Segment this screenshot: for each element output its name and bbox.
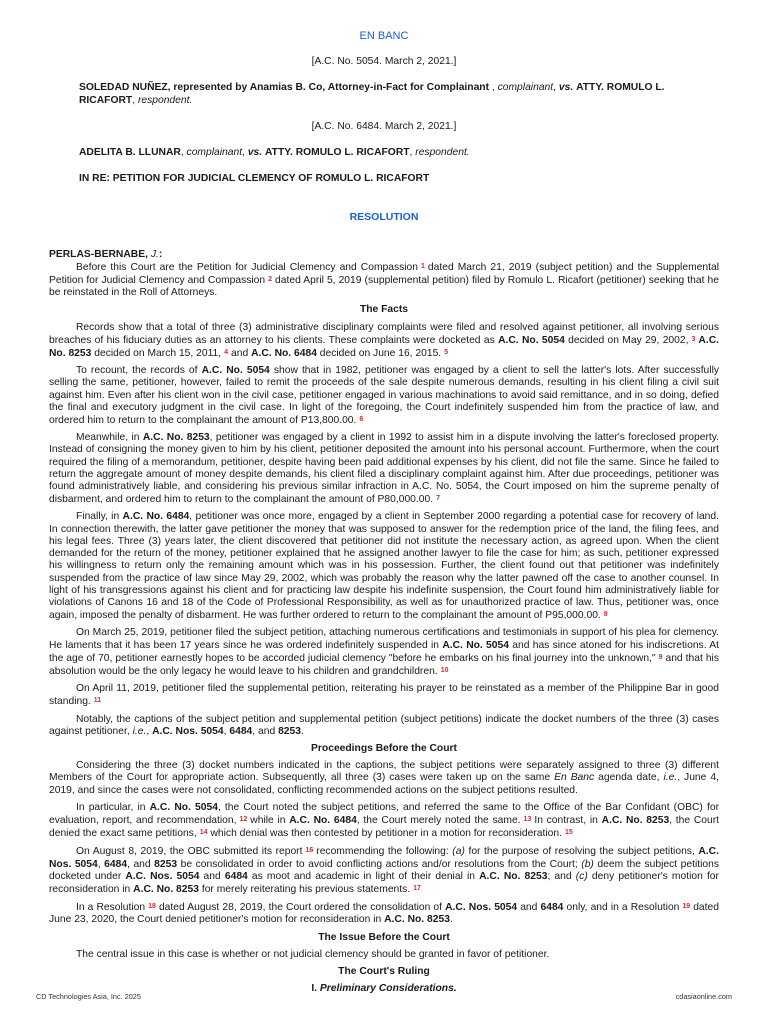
text-segment: A.C. No. 6484 (251, 348, 317, 360)
proceedings-paragraph: On August 8, 2019, the OBC submitted its report 16 recommending the following: (a) for the purpose of resolving the subject petitions, A.C. Nos. 5054, 6484, and 8253 be consolidated in order to avoid conflicting actions and/or resolutions from the Court; (b) deem the subject petitions docketed under A.C. Nos. 5054 and 6484 as moot and academic in light of their denial in A.C. No. 8253; and (c) deny petitioner's motion for reconsideration in A.C. No. 8253 for merely reiterating his previous statements. 17 (49, 846, 719, 895)
text-segment: and has since atoned for his indiscretions. At the age of 70, petitioner earnestly hopes to be accorded judicial clemency "before he embarks on his final journey into the unknown," (49, 639, 719, 664)
text-segment: and (133, 858, 151, 870)
text-segment: and (231, 348, 249, 360)
text-segment: recommending the following: (316, 846, 449, 858)
text-segment: i.e. (132, 725, 147, 737)
text-segment: decided on June 16, 2015. (319, 348, 442, 360)
text-segment: A.C. No. 5054 (442, 639, 509, 651)
footnote-link[interactable]: 17 (413, 884, 421, 892)
footnote-link[interactable]: 14 (199, 829, 208, 837)
facts-paragraph (49, 322, 719, 361)
footnote-link[interactable]: 9 (658, 653, 663, 661)
text-segment: dated June 23, 2020, the Court denied petitioner's motion for reconsideration in (49, 902, 719, 926)
proceedings-paragraph (49, 901, 719, 926)
respondent-name: ATTY. ROMULO L. RICAFORT (79, 82, 665, 106)
text-segment: Meanwhile, in (76, 432, 140, 444)
text-segment: decided on March 15, 2011, (94, 348, 222, 360)
text-segment: 6484 (229, 725, 253, 737)
text-segment: A.C. Nos. 5054 (125, 870, 200, 882)
court-division: EN BANC (359, 30, 409, 42)
footnote-link[interactable]: 2 (268, 276, 273, 284)
text-segment: 8253 (154, 858, 178, 870)
text-segment: deem the subject petitions docketed under (49, 858, 719, 882)
text-segment: decided on May 29, 2002, (568, 334, 689, 346)
footnote-link[interactable]: 16 (305, 847, 314, 855)
facts-paragraph (49, 432, 719, 506)
footnote-link[interactable]: 12 (239, 815, 248, 823)
case-number-6484: [A.C. No. 6484. March 2, 2021.] (311, 120, 457, 132)
text-segment: complainant (186, 147, 243, 159)
text-segment: A.C. Nos. 5054 (49, 846, 719, 870)
footnote-link[interactable]: 15 (564, 829, 573, 837)
text-segment: respondent. (137, 94, 193, 106)
heading-issue: The Issue Before the Court (318, 931, 450, 943)
text-segment: PERLAS-BERNABE (49, 248, 146, 260)
facts-paragraph (49, 365, 719, 427)
text-segment: On March 25, 2019, petitioner filed the subject petition, attaching numerous certifications and testimonials in support of his plea for clemency. He laments that it has been 17 years since he was ordered indefinitely suspended in (49, 627, 719, 651)
footnote-link[interactable]: 10 (440, 666, 449, 674)
case-title-6484: ADELITA B. LLUNAR, complainant, vs. ATTY. ROMULO L. RICAFORT, respondent. (79, 147, 470, 159)
footnote-link[interactable]: 3 (691, 335, 696, 343)
text-segment: Finally, in (76, 511, 120, 523)
text-segment: vs. (247, 147, 263, 159)
text-segment: A.C. No. 8253 (479, 870, 548, 882)
case-number-5054: [A.C. No. 5054. March 2, 2021.] (311, 56, 457, 68)
heading-facts: The Facts (359, 304, 409, 316)
footnote-link[interactable]: 4 (224, 349, 229, 357)
text-segment: En Banc (554, 772, 595, 784)
case-title-5054: SOLEDAD NUÑEZ, represented by Anamias B. Co, Attorney-in-Fact for Complainant , complainant, vs. ATTY. ROMULO L. RICAFORT, respondent. (79, 82, 665, 106)
footnote-link[interactable]: 19 (682, 903, 691, 911)
page-footer (36, 991, 732, 1003)
text-segment: . (449, 914, 453, 926)
text-segment: and that his absolution would be the only legacy he would leave to his children and grandchildren. (49, 652, 719, 677)
text-segment: A.C. No. 5054 (201, 365, 270, 377)
text-segment: A.C. Nos. 5054 (445, 902, 518, 914)
text-segment: complainant (497, 82, 554, 94)
text-segment: and (203, 870, 221, 882)
text-segment: A.C. No. 6484 (122, 511, 190, 523)
text-segment: A.C. No. 8253 (49, 334, 719, 360)
text-segment: for merely reiterating his previous statements. (201, 883, 411, 895)
text-segment: A.C. No. 8253 (601, 814, 670, 826)
text-segment: ; and (547, 870, 572, 882)
text-segment: A.C. No. 5054 (149, 801, 218, 813)
text-segment: dated August 28, 2019, the Court ordered the consolidation of (158, 902, 443, 914)
text-segment: while in (250, 814, 286, 826)
text-segment: J. (150, 248, 159, 260)
text-segment: In particular, in (76, 801, 146, 813)
text-segment: , June 4, 2019, and since the cases were not consolidated, conflicting recommended actions on the subject petitions resulted. (49, 772, 719, 796)
facts-paragraph (49, 627, 719, 678)
intro-paragraph (49, 261, 719, 300)
text-segment: which denial was then contested by petitioner in a motion for reconsideration. (210, 828, 562, 840)
text-segment: A.C. No. 8253 (384, 914, 450, 926)
text-segment: dated March 21, 2019 (subject petition) and the Supplemental Petition for Judicial Clemency and Compassion (49, 261, 719, 287)
footnote-link[interactable]: 13 (523, 815, 532, 823)
complainant-name: ADELITA B. LLUNAR (79, 147, 181, 159)
text-segment: and (520, 902, 538, 914)
text-segment: To recount, the records of (76, 365, 198, 377)
text-segment: show that in 1982, petitioner was engaged by a client to sell the latter's lots. After successfully selling the same, petitioner, however, failed to remit the proceeds of the sale despite numerous demands, resulting in his client filing a civil suit against him. Even after his client won in the civil case, petitioner engaged in various machinations to avoid said remittance, and in so doing, defied the final and executory judgment in the civil case. In light of the foregoing, the Court indefinitely suspended him from the practice of law, and ordered him to return to the complainant the amount of P13,800.00. (49, 365, 720, 427)
facts-paragraph (49, 511, 719, 622)
text-segment: A.C. No. 8253 (142, 432, 210, 444)
issue-paragraph: The central issue in this case is whether or not judicial clemency should be granted in favor of petitioner. (76, 948, 550, 960)
text-segment: On April 11, 2019, petitioner filed the supplemental petition, reiterating his prayer to be reinstated as a member of the Philippine Bar in good standing. (49, 683, 719, 708)
text-segment: In a Resolution (76, 902, 146, 914)
text-segment: Records show that a total of three (3) administrative disciplinary complaints were filed and resolved against petitioner, all involving serious breaches of his fiduciary duties as an attorney to his clients. These complaints were docketed as (49, 321, 719, 346)
text-segment: vs. (558, 82, 574, 94)
footnote-link[interactable]: 7 (436, 495, 440, 503)
text-segment: (b) (581, 858, 594, 870)
proceedings-paragraph (49, 802, 719, 841)
proceedings-paragraph (49, 760, 719, 797)
text-segment: be consolidated in order to avoid conflicting actions and/or resolutions from the Court; (180, 858, 578, 870)
text-segment: A.C. No. 5054 (498, 334, 565, 346)
text-segment: A.C. Nos. 5054 (152, 725, 224, 737)
heading-proceedings: Proceedings Before the Court (311, 742, 457, 754)
text-segment: 8253 (278, 725, 301, 737)
text-segment: 6484 (224, 870, 248, 882)
footnote-link[interactable]: 6 (359, 416, 364, 424)
footnote-link[interactable]: 1 (421, 262, 425, 270)
text-segment: Notably, the captions of the subject petition and supplemental petition (subject petitions) indicate the docket numbers of the three (3) cases against petitioner, (49, 713, 719, 737)
text-segment: , petitioner was once more, engaged by a client in September 2000 regarding a potential case for recovery of land. In connection therewith, the latter gave petitioner the money that was supposed to answer for the redemption price of the land, the filing fees, and his legal fees. Three (3) years later, the client discovered that petitioner did not institute the necessary action, as agreed upon. When the client demanded for the return of the money, petitioner explained that he assigned another lawyer to file the case for him; as such, petitioner expressed his willingness to return only the remaining amount which was in his possession. Further, the client found out that petitioner was indefinitely suspended from the practice of law since May 29, 2002, which was probably the reason why the latter pawned off the case to another counsel. In light of his transgressions against his client and for practicing law despite his indefinite suspension, the Court found him administratively liable for violations of Canons 16 and 18 of the Code of Professional Responsibility, as well as for unauthorized practice of law. Thus, petitioner was, once again, imposed the penalty of disbarment. He was further ordered to return to the complainant the amount of P95,000.00. (49, 511, 719, 622)
text-segment: as moot and academic in light of their denial in (251, 870, 475, 882)
text-segment: only, and in a Resolution (566, 902, 680, 914)
complainant-name: SOLEDAD NUÑEZ, represented by Anamias B. Co, Attorney-in-Fact for Complainant (79, 82, 490, 94)
text-segment: (a) (452, 846, 465, 858)
text-segment: respondent. (415, 147, 470, 159)
footer-publisher: CD Technologies Asia, Inc. 2025 (36, 992, 141, 1001)
text-segment: On August 8, 2019, the OBC submitted its report (76, 846, 303, 858)
facts-paragraph (49, 683, 719, 708)
text-segment: , the Court noted the subject petitions, and referred the same to the Office of the Bar Confidant (OBC) for evaluation, report, and recommendation, (49, 801, 719, 826)
text-segment: 6484 (104, 858, 128, 870)
text-segment: , petitioner was engaged by a client in 1992 to assist him in a dispute involving the latter's foreclosed property. Instead of consigning the money given to him by his client, petitioner deposited the amount into his personal account. Furthermore, when the court required the filing of a memorandum, petitioner, despite having been paid additional expenses by his client, did not file the same. Since he failed to return the aggregate amount of money despite demands, his client filed a disciplinary complaint against him. After due proceedings, petitioner was found administratively liable, and considering his previous similar infraction in A.C. No. 5054, the Court imposed on him the supreme penalty of disbarment, and ordered him to return to the complainant the amount of P80,000.00. (49, 432, 719, 506)
case-title-clemency (79, 173, 719, 185)
text-segment: A.C. No. 6484 (289, 814, 357, 826)
text-segment: , the Court denied the exact same petitions, (49, 814, 719, 840)
text-segment: Preliminary Considerations. (319, 983, 457, 995)
footnote-link[interactable]: 5 (444, 349, 449, 357)
text-segment: IN RE: PETITION FOR JUDICIAL CLEMENCY OF ROMULO L. RICAFORT (79, 173, 430, 185)
text-segment: A.C. No. 8253 (133, 883, 199, 895)
text-segment: 6484 (540, 902, 564, 914)
text-segment: In contrast, in (534, 814, 598, 826)
resolution-heading: RESOLUTION (349, 211, 419, 224)
respondent-name: ATTY. ROMULO L. RICAFORT (265, 147, 410, 159)
text-segment: Before this Court are the Petition for Judicial Clemency and Compassion (76, 261, 419, 273)
footer-website: cdasiaonline.com (675, 992, 732, 1001)
text-segment: and (258, 725, 276, 737)
text-segment: deny petitioner's motion for reconsideration in (49, 870, 719, 895)
footnote-link[interactable]: 18 (148, 903, 156, 911)
text-segment: (c) (575, 870, 588, 882)
footnote-link[interactable]: 8 (603, 611, 608, 619)
text-segment: for the purpose of resolving the subject petitions, (468, 846, 695, 858)
ponente: PERLAS-BERNABE, J.: (49, 248, 163, 260)
facts-paragraph: Notably, the captions of the subject petition and supplemental petition (subject petitions) indicate the docket numbers of the three (3) cases against petitioner, i.e., A.C. Nos. 5054, 6484, and 8253. (49, 713, 719, 737)
heading-ruling: The Court's Ruling (338, 965, 430, 977)
footnote-link[interactable]: 11 (93, 697, 102, 705)
text-segment: agenda date, (598, 772, 660, 784)
document-page (49, 30, 719, 1000)
text-segment: i.e. (663, 772, 678, 784)
text-segment: Considering the three (3) docket numbers indicated in the captions, the subject petitions were separately assigned to three (3) different Members of the Court for appropriate action. Subsequently, all three (3) cases were taken up on the same (49, 760, 719, 784)
text-segment: I. (311, 983, 318, 995)
text-segment: dated April 5, 2019 (supplemental petition) filed by Romulo L. Ricafort (petitioner) seeking that he be reinstated in the Roll of Attorneys. (49, 275, 719, 299)
text-segment: , the Court merely noted the same. (356, 814, 521, 826)
